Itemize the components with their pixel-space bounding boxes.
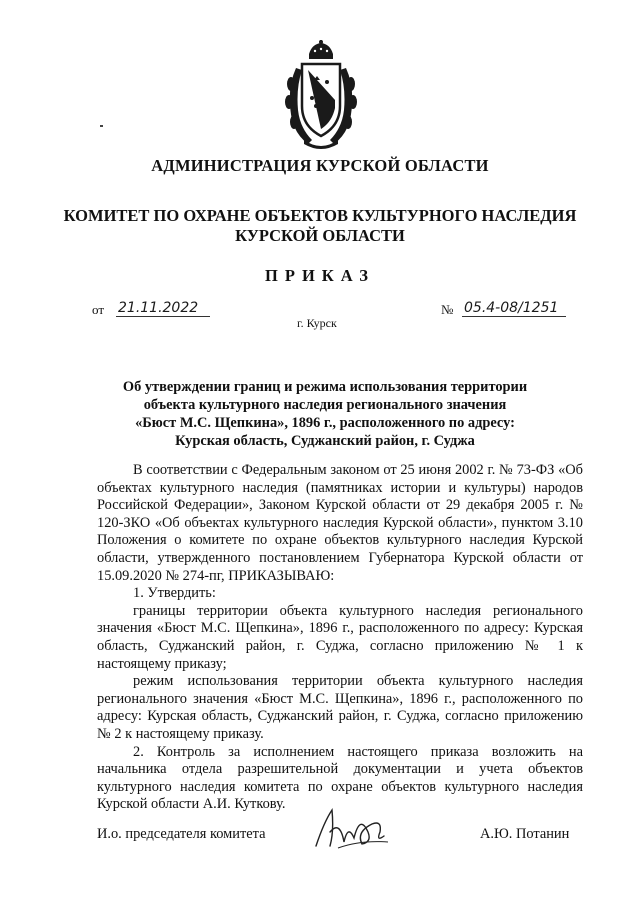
signatory-name: А.Ю. Потанин xyxy=(480,826,570,842)
document-number: 05.4-08/1251 xyxy=(462,300,566,317)
title-line: «Бюст М.С. Щепкина», 1896 г., расположенного по адресу: xyxy=(135,415,515,431)
document-body xyxy=(97,462,583,814)
committee-heading xyxy=(0,206,640,246)
document-type: ПРИКАЗ xyxy=(265,266,375,285)
document-date: 21.11.2022 xyxy=(116,300,210,317)
committee-heading-line1: КОМИТЕТ ПО ОХРАНЕ ОБЪЕКТОВ КУЛЬТУРНОГО НАСЛЕДИЯ xyxy=(63,206,577,225)
document-title xyxy=(90,378,560,450)
title-line: Об утверждении границ и режима использования территории xyxy=(122,379,528,395)
title-line: объекта культурного наследия регионального значения xyxy=(143,397,507,413)
body-paragraph: В соответствии с Федеральным законом от 25 июня 2002 г. № 73-ФЗ «Об объектах культурного наследия (памятниках истории и культуры) народов Российской Федерации», Законом Курской области от 29 декабря 2005 г. № 120-ЗКО «Об объектах культурного наследия Курской области», пунктом 3.10 Положения о комитете по охране объектов культурного наследия Курской области, утвержденного постановлением Губернатора Курской области от 15.09.2020 № 274-пг, ПРИКАЗЫВАЮ: xyxy=(97,462,583,584)
body-paragraph: границы территории объекта культурного наследия регионального значения «Бюст М.С. Щепкина», 1896 г., расположенного по адресу: Курская область, Суджанский район, г. Суджа, согласно приложению № 1 к настоящему приказу; xyxy=(97,602,583,672)
date-prefix: от xyxy=(92,302,105,317)
body-paragraph: 1. Утвердить: xyxy=(133,585,216,602)
body-paragraph: режим использования территории объекта культурного наследия регионального значения «Бюст М.С. Щепкина», 1896 г., расположенного по адресу: Курская область, Суджанский район, г. Суджа, согласно приложению № 2 к настоящему приказу. xyxy=(97,673,583,742)
title-line: Курская область, Суджанский район, г. Суджа xyxy=(175,433,475,449)
committee-heading-line2: КУРСКОЙ ОБЛАСТИ xyxy=(235,226,405,245)
signatory-position: И.о. председателя комитета xyxy=(97,826,266,842)
body-paragraph: 2. Контроль за исполнением настоящего приказа возложить на начальника отдела разрешительной документации и учета объектов культурного наследия комитета по охране объектов культурного наследия Курской области А.И. Куткову. xyxy=(97,743,583,813)
administration-heading: АДМИНИСТРАЦИЯ КУРСКОЙ ОБЛАСТИ xyxy=(151,156,489,175)
city: г. Курск xyxy=(297,316,337,330)
handwritten-signature xyxy=(310,802,400,852)
number-prefix: № xyxy=(441,302,454,317)
scan-speck xyxy=(100,125,103,127)
kursk-coat-of-arms-icon xyxy=(282,40,360,152)
